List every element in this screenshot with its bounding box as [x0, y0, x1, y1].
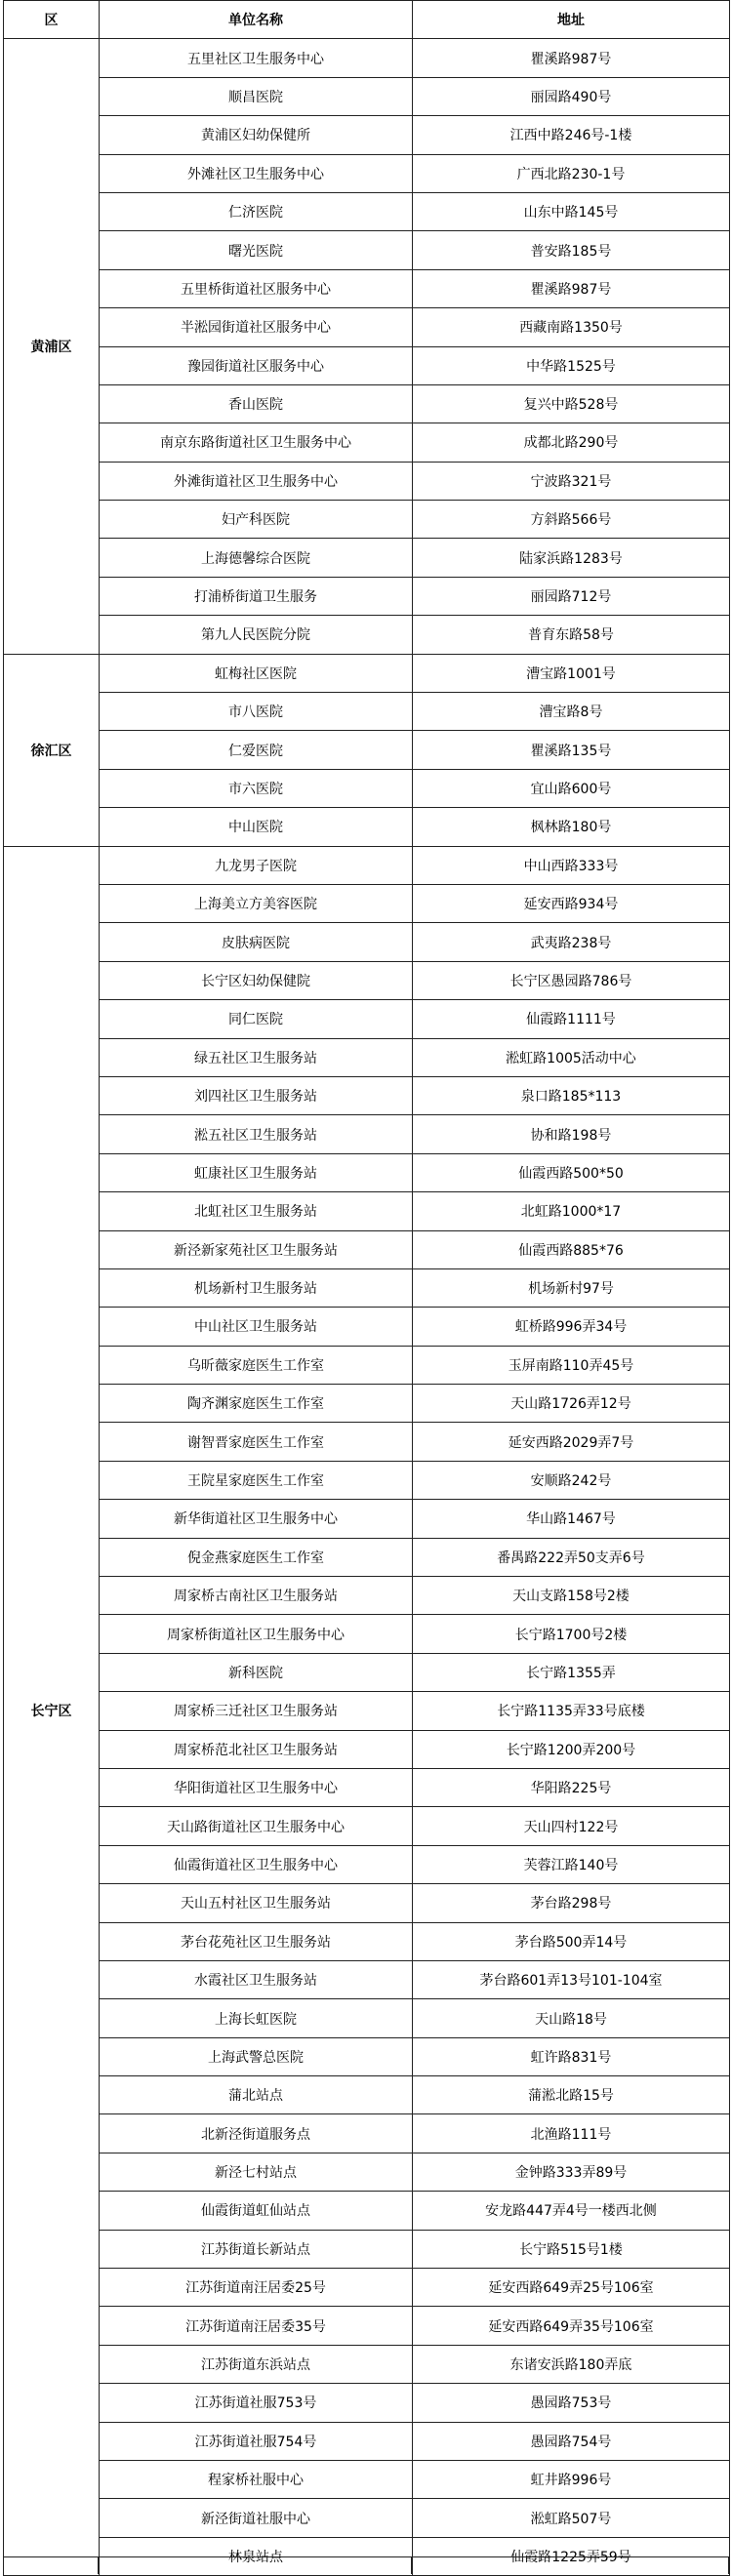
unit-name-cell: 北虹社区卫生服务站: [100, 1192, 413, 1230]
unit-name-cell: 长宁区妇幼保健院: [100, 961, 413, 999]
address-cell: 仙霞路1111号: [413, 1000, 730, 1038]
table-body: [4, 39, 730, 2576]
unit-name-cell: 陶齐渊家庭医生工作室: [100, 1385, 413, 1423]
header-unit-name: 单位名称: [100, 1, 413, 39]
table-row: [4, 346, 730, 384]
address-cell: 江西中路246号-1楼: [413, 116, 730, 154]
unit-name-cell: 中山社区卫生服务站: [100, 1308, 413, 1346]
table-row: [4, 1230, 730, 1268]
header-district: 区: [4, 1, 100, 39]
unit-name-cell: 淞五社区卫生服务站: [100, 1115, 413, 1153]
unit-name-cell: 同仁医院: [100, 1000, 413, 1038]
address-cell: 长宁路515号1楼: [413, 2230, 730, 2268]
table-row: [4, 1461, 730, 1499]
address-cell: 天山路18号: [413, 1999, 730, 2037]
unit-name-cell: 刘四社区卫生服务站: [100, 1076, 413, 1114]
address-cell: 宜山路600号: [413, 769, 730, 807]
unit-name-cell: 虹梅社区医院: [100, 654, 413, 692]
table-row: [4, 923, 730, 961]
table-row: [4, 2499, 730, 2537]
unit-name-cell: 新华街道社区卫生服务中心: [100, 1500, 413, 1538]
address-cell: 华阳路225号: [413, 1768, 730, 1806]
table-row: [4, 884, 730, 922]
address-cell: 延安西路649弄25号106室: [413, 2269, 730, 2307]
address-cell: 安龙路447弄4号一楼西北侧: [413, 2192, 730, 2230]
table-row: [4, 231, 730, 269]
address-cell: 延安西路934号: [413, 884, 730, 922]
address-cell: 中华路1525号: [413, 346, 730, 384]
table-row: [4, 1615, 730, 1653]
unit-name-cell: 虹康社区卫生服务站: [100, 1153, 413, 1191]
table-row: [4, 2192, 730, 2230]
table-row: [4, 1385, 730, 1423]
table-row: [4, 539, 730, 577]
unit-name-cell: 黄浦区妇幼保健所: [100, 116, 413, 154]
table-row: [4, 1807, 730, 1845]
address-cell: 淞虹路507号: [413, 2499, 730, 2537]
table-row: [4, 462, 730, 500]
unit-name-cell: 五里社区卫生服务中心: [100, 39, 413, 77]
table-row: [4, 1076, 730, 1114]
address-cell: 北虹路1000*17: [413, 1192, 730, 1230]
unit-name-cell: 外滩街道社区卫生服务中心: [100, 462, 413, 500]
hospital-address-table: [3, 0, 730, 2576]
address-cell: 武夷路238号: [413, 923, 730, 961]
address-cell: 金钟路333弄89号: [413, 2153, 730, 2191]
table-row: [4, 2307, 730, 2345]
address-cell: 茅台路298号: [413, 1884, 730, 1922]
address-cell: 虹许路831号: [413, 2037, 730, 2075]
unit-name-cell: 中山医院: [100, 808, 413, 846]
table-row: [4, 1038, 730, 1076]
unit-name-cell: 新泾街道社服中心: [100, 2499, 413, 2537]
unit-name-cell: 仁济医院: [100, 192, 413, 230]
table-row: [4, 501, 730, 539]
unit-name-cell: 江苏街道东浜站点: [100, 2345, 413, 2383]
address-cell: 仙霞西路500*50: [413, 1153, 730, 1191]
table-row: [4, 77, 730, 115]
address-cell: 愚园路753号: [413, 2384, 730, 2422]
table-row: [4, 2076, 730, 2114]
table-row: [4, 769, 730, 807]
address-cell: 东诸安浜路180弄底: [413, 2345, 730, 2383]
table-row: [4, 1884, 730, 1922]
table-row: [4, 2384, 730, 2422]
unit-name-cell: 仙霞街道社区卫生服务中心: [100, 1845, 413, 1883]
address-cell: 丽园路490号: [413, 77, 730, 115]
address-cell: 中山西路333号: [413, 846, 730, 884]
address-cell: 仙霞西路885*76: [413, 1230, 730, 1268]
table-row: [4, 269, 730, 307]
table-row: [4, 654, 730, 692]
table-row: [4, 1153, 730, 1191]
table-row: [4, 1115, 730, 1153]
address-cell: 长宁路1700号2楼: [413, 1615, 730, 1653]
table-row: [4, 2345, 730, 2383]
address-cell: 长宁区愚园路786号: [413, 961, 730, 999]
unit-name-cell: 周家桥古南社区卫生服务站: [100, 1577, 413, 1615]
unit-name-cell: 绿五社区卫生服务站: [100, 1038, 413, 1076]
header-address: 地址: [413, 1, 730, 39]
address-cell: 山东中路145号: [413, 192, 730, 230]
unit-name-cell: 仁爱医院: [100, 731, 413, 769]
address-cell: 协和路198号: [413, 1115, 730, 1153]
unit-name-cell: 第九人民医院分院: [100, 616, 413, 654]
table-row: [4, 1577, 730, 1615]
table-row: [4, 1653, 730, 1691]
unit-name-cell: 周家桥三迁社区卫生服务站: [100, 1692, 413, 1730]
table-row: [4, 1960, 730, 1998]
table-row: [4, 1768, 730, 1806]
table-row: [4, 616, 730, 654]
address-cell: 华山路1467号: [413, 1500, 730, 1538]
address-cell: 普安路185号: [413, 231, 730, 269]
unit-name-cell: 南京东路街道社区卫生服务中心: [100, 423, 413, 462]
table-row: [4, 1268, 730, 1307]
unit-name-cell: 江苏街道社服754号: [100, 2422, 413, 2460]
table-row: [4, 1538, 730, 1576]
unit-name-cell: 皮肤病医院: [100, 923, 413, 961]
unit-name-cell: 豫园街道社区服务中心: [100, 346, 413, 384]
unit-name-cell: 华阳街道社区卫生服务中心: [100, 1768, 413, 1806]
address-cell: 瞿溪路987号: [413, 39, 730, 77]
table-row: [4, 384, 730, 423]
address-cell: 宁波路321号: [413, 462, 730, 500]
unit-name-cell: 倪金燕家庭医生工作室: [100, 1538, 413, 1576]
table-row: [4, 2114, 730, 2153]
address-cell: 长宁路1135弄33号底楼: [413, 1692, 730, 1730]
address-cell: 复兴中路528号: [413, 384, 730, 423]
table-row: [4, 1692, 730, 1730]
unit-name-cell: 江苏街道社服753号: [100, 2384, 413, 2422]
table-row: [4, 1845, 730, 1883]
unit-name-cell: 半淞园街道社区服务中心: [100, 308, 413, 346]
district-cell: 黄浦区: [4, 39, 100, 654]
unit-name-cell: 香山医院: [100, 384, 413, 423]
table-row: [4, 1922, 730, 1960]
address-cell: 长宁路1355弄: [413, 1653, 730, 1691]
unit-name-cell: 市六医院: [100, 769, 413, 807]
unit-name-cell: 九龙男子医院: [100, 846, 413, 884]
address-cell: 丽园路712号: [413, 577, 730, 615]
address-cell: 茅台路601弄13号101-104室: [413, 1960, 730, 1998]
table-row: [4, 2037, 730, 2075]
address-cell: 普育东路58号: [413, 616, 730, 654]
table-row: [4, 1730, 730, 1768]
table-row: [4, 192, 730, 230]
table-continuation: [3, 2556, 729, 2574]
address-cell: 天山支路158号2楼: [413, 1577, 730, 1615]
table-row: [4, 1192, 730, 1230]
district-cell: 徐汇区: [4, 654, 100, 846]
unit-name-cell: 江苏街道南汪居委25号: [100, 2269, 413, 2307]
address-cell: 成都北路290号: [413, 423, 730, 462]
address-cell: 陆家浜路1283号: [413, 539, 730, 577]
table-row: [4, 2422, 730, 2460]
unit-name-cell: 周家桥街道社区卫生服务中心: [100, 1615, 413, 1653]
unit-name-cell: 水霞社区卫生服务站: [100, 1960, 413, 1998]
table-row: [4, 39, 730, 77]
unit-name-cell: 曙光医院: [100, 231, 413, 269]
unit-name-cell: 新泾新家苑社区卫生服务站: [100, 1230, 413, 1268]
table-row: [4, 846, 730, 884]
address-cell: 延安西路649弄35号106室: [413, 2307, 730, 2345]
table-row: [4, 308, 730, 346]
unit-name-cell: 五里桥街道社区服务中心: [100, 269, 413, 307]
address-cell: 蒲淞北路15号: [413, 2076, 730, 2114]
address-cell: 西藏南路1350号: [413, 308, 730, 346]
unit-name-cell: 上海武警总医院: [100, 2037, 413, 2075]
table-row: [4, 116, 730, 154]
district-cell: 长宁区: [4, 846, 100, 2576]
address-cell: 枫林路180号: [413, 808, 730, 846]
unit-name-cell: 新泾七村站点: [100, 2153, 413, 2191]
unit-name-cell: 谢智晋家庭医生工作室: [100, 1423, 413, 1461]
table-row: [4, 1500, 730, 1538]
address-cell: 机场新村97号: [413, 1268, 730, 1307]
unit-name-cell: 上海美立方美容医院: [100, 884, 413, 922]
address-cell: 芙蓉江路140号: [413, 1845, 730, 1883]
unit-name-cell: 天山五村社区卫生服务站: [100, 1884, 413, 1922]
address-cell: 虹桥路996弄34号: [413, 1308, 730, 1346]
unit-name-cell: 北新泾街道服务点: [100, 2114, 413, 2153]
address-cell: 泉口路185*113: [413, 1076, 730, 1114]
unit-name-cell: 市八医院: [100, 693, 413, 731]
address-cell: 茅台路500弄14号: [413, 1922, 730, 1960]
address-cell: 安顺路242号: [413, 1461, 730, 1499]
table-row: [4, 2230, 730, 2268]
unit-name-cell: 新科医院: [100, 1653, 413, 1691]
table-row: [4, 1999, 730, 2037]
table-row: [4, 1308, 730, 1346]
address-cell: 天山路1726弄12号: [413, 1385, 730, 1423]
address-cell: 延安西路2029弄7号: [413, 1423, 730, 1461]
unit-name-cell: 江苏街道长新站点: [100, 2230, 413, 2268]
address-cell: 北渔路111号: [413, 2114, 730, 2153]
address-cell: 漕宝路1001号: [413, 654, 730, 692]
table-row: [4, 693, 730, 731]
address-cell: 玉屏南路110弄45号: [413, 1346, 730, 1384]
table-row: [4, 423, 730, 462]
address-cell: 天山四村122号: [413, 1807, 730, 1845]
unit-name-cell: 蒲北站点: [100, 2076, 413, 2114]
address-cell: 瞿溪路987号: [413, 269, 730, 307]
unit-name-cell: 仙霞街道虹仙站点: [100, 2192, 413, 2230]
unit-name-cell: 江苏街道南汪居委35号: [100, 2307, 413, 2345]
unit-name-cell: 天山路街道社区卫生服务中心: [100, 1807, 413, 1845]
table-row: [4, 577, 730, 615]
header-row: [4, 1, 730, 39]
unit-name-cell: 周家桥范北社区卫生服务站: [100, 1730, 413, 1768]
table-row: [4, 1346, 730, 1384]
address-cell: 方斜路566号: [413, 501, 730, 539]
unit-name-cell: 乌昕薇家庭医生工作室: [100, 1346, 413, 1384]
table-row: [4, 2153, 730, 2191]
table-row: [4, 961, 730, 999]
table-row: [4, 2461, 730, 2499]
unit-name-cell: 顺昌医院: [100, 77, 413, 115]
unit-name-cell: 打浦桥街道卫生服务: [100, 577, 413, 615]
unit-name-cell: 外滩社区卫生服务中心: [100, 154, 413, 192]
address-cell: 漕宝路8号: [413, 693, 730, 731]
table-row: [4, 1000, 730, 1038]
table-row: [4, 2269, 730, 2307]
unit-name-cell: 林泉站点: [100, 2537, 413, 2575]
address-cell: 瞿溪路135号: [413, 731, 730, 769]
unit-name-cell: 机场新村卫生服务站: [100, 1268, 413, 1307]
unit-name-cell: 程家桥社服中心: [100, 2461, 413, 2499]
address-cell: 愚园路754号: [413, 2422, 730, 2460]
address-cell: 仙霞路1225弄59号: [413, 2537, 730, 2575]
table-row: [4, 731, 730, 769]
address-cell: 番禺路222弄50支弄6号: [413, 1538, 730, 1576]
table-row: [4, 1423, 730, 1461]
address-cell: 广西北路230-1号: [413, 154, 730, 192]
address-cell: 长宁路1200弄200号: [413, 1730, 730, 1768]
table-row: [4, 808, 730, 846]
unit-name-cell: 上海长虹医院: [100, 1999, 413, 2037]
address-cell: 虹井路996号: [413, 2461, 730, 2499]
unit-name-cell: 上海德馨综合医院: [100, 539, 413, 577]
unit-name-cell: 王院星家庭医生工作室: [100, 1461, 413, 1499]
unit-name-cell: 妇产科医院: [100, 501, 413, 539]
unit-name-cell: 茅台花苑社区卫生服务站: [100, 1922, 413, 1960]
table-row: [4, 154, 730, 192]
address-cell: 淞虹路1005活动中心: [413, 1038, 730, 1076]
